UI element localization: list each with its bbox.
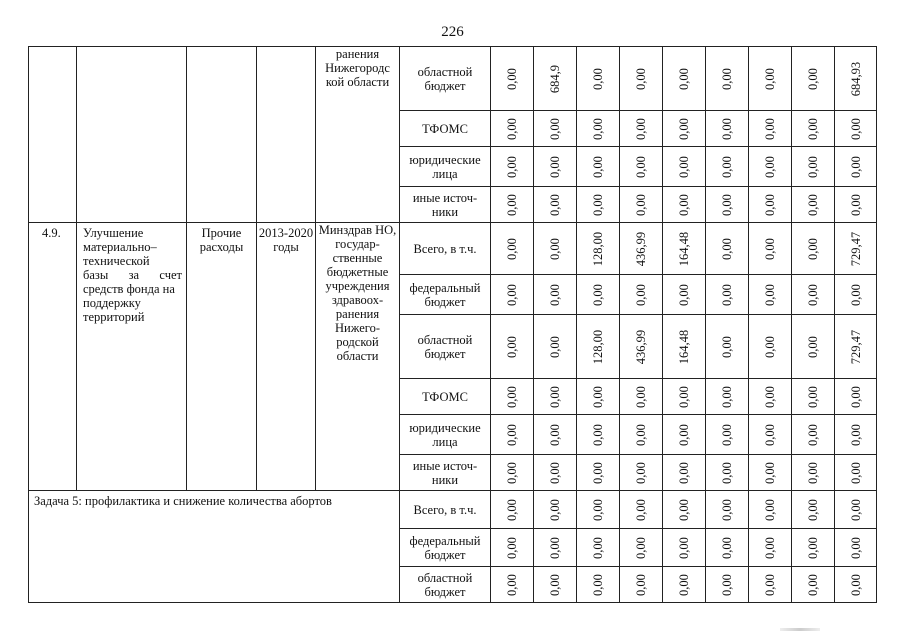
value-text: 0,00: [806, 155, 820, 178]
value-cell: [620, 187, 663, 223]
value-text: 0,00: [848, 423, 863, 446]
value-cell: [663, 147, 706, 187]
value-cell: [706, 147, 749, 187]
value-cell: [792, 567, 835, 603]
value-cell: [491, 567, 534, 603]
value-cell: [835, 187, 877, 223]
value-text: 0,00: [505, 117, 519, 140]
value-text: 0,00: [763, 283, 777, 306]
value-cell: [534, 223, 577, 275]
value-text: 0,00: [848, 573, 863, 596]
value-text: 684,9: [548, 64, 562, 93]
funding-source-cell: Всего, в т.ч.: [400, 223, 491, 275]
value-cell: [491, 379, 534, 415]
value-cell: [663, 315, 706, 379]
value-text: 0,00: [591, 498, 605, 521]
funding-source-cell: Всего, в т.ч.: [400, 491, 491, 529]
value-cell: [749, 187, 792, 223]
funding-source-cell: иные источ-ники: [400, 455, 491, 491]
value-cell: [749, 455, 792, 491]
value-cell: [792, 455, 835, 491]
value-text: 0,00: [505, 67, 519, 90]
value-text: 0,00: [720, 461, 734, 484]
value-text: 0,00: [806, 117, 820, 140]
funding-source-cell: юридические лица: [400, 415, 491, 455]
value-text: 0,00: [591, 573, 605, 596]
value-cell: [706, 315, 749, 379]
value-cell: [792, 529, 835, 567]
value-cell: [749, 275, 792, 315]
value-text: 0,00: [505, 283, 519, 306]
value-cell: [491, 315, 534, 379]
item-name-line: территорий: [83, 310, 145, 324]
value-cell: [749, 111, 792, 147]
value-cell: [706, 491, 749, 529]
value-text: 0,00: [634, 193, 648, 216]
value-text: 0,00: [591, 117, 605, 140]
value-text: 0,00: [677, 573, 691, 596]
value-text: 0,00: [848, 193, 863, 216]
value-cell: [577, 111, 620, 147]
name-cell: [77, 47, 187, 223]
table-row: [29, 491, 877, 529]
value-cell: [577, 491, 620, 529]
value-text: 0,00: [720, 237, 734, 260]
value-text: 729,47: [848, 231, 863, 266]
value-cell: [534, 529, 577, 567]
value-cell: [835, 415, 877, 455]
value-text: 0,00: [806, 237, 820, 260]
value-text: 0,00: [505, 193, 519, 216]
value-cell: [663, 491, 706, 529]
value-text: 0,00: [848, 155, 863, 178]
value-cell: [577, 455, 620, 491]
value-text: 0,00: [677, 117, 691, 140]
value-text: 436,99: [634, 231, 648, 266]
value-cell: [792, 147, 835, 187]
table-row: [29, 223, 877, 275]
value-text: 0,00: [548, 385, 562, 408]
item-name-line: поддержку: [83, 296, 141, 310]
value-text: 0,00: [591, 155, 605, 178]
value-cell: [792, 223, 835, 275]
value-text: 0,00: [634, 385, 648, 408]
value-text: 0,00: [806, 461, 820, 484]
value-text: 0,00: [720, 385, 734, 408]
value-text: 0,00: [548, 573, 562, 596]
funding-source-cell: ТФОМС: [400, 379, 491, 415]
value-text: 436,99: [634, 329, 648, 364]
value-text: 0,00: [720, 155, 734, 178]
value-text: 0,00: [720, 335, 734, 358]
value-cell: [620, 455, 663, 491]
years-cell: [257, 47, 316, 223]
value-text: 0,00: [848, 461, 863, 484]
value-text: 0,00: [591, 385, 605, 408]
value-text: 0,00: [677, 193, 691, 216]
value-cell: [706, 275, 749, 315]
funding-source-cell: юридические лица: [400, 147, 491, 187]
value-cell: [577, 415, 620, 455]
value-cell: [663, 223, 706, 275]
value-cell: [577, 187, 620, 223]
value-cell: [749, 491, 792, 529]
value-text: 0,00: [505, 536, 519, 559]
value-cell: [706, 223, 749, 275]
item-name-line: базы за счет: [83, 268, 182, 282]
value-cell: [620, 275, 663, 315]
budget-table: [28, 46, 877, 603]
value-cell: [663, 529, 706, 567]
value-cell: [663, 47, 706, 111]
value-cell: [835, 275, 877, 315]
item-number: 4.9.: [29, 223, 77, 491]
value-text: 0,00: [634, 573, 648, 596]
value-text: 0,00: [677, 155, 691, 178]
type-cell: [187, 47, 257, 223]
value-cell: [620, 111, 663, 147]
value-text: 0,00: [806, 385, 820, 408]
value-cell: [792, 275, 835, 315]
value-text: 0,00: [806, 67, 820, 90]
value-text: 0,00: [677, 67, 691, 90]
value-text: 0,00: [806, 335, 820, 358]
expense-type: Прочие расходы: [187, 223, 257, 491]
value-cell: [534, 567, 577, 603]
value-text: 0,00: [806, 193, 820, 216]
value-text: 729,47: [848, 329, 863, 364]
value-text: 0,00: [591, 283, 605, 306]
value-text: 0,00: [848, 283, 863, 306]
item-name-line: материально–: [83, 240, 157, 254]
value-cell: [706, 379, 749, 415]
item-name-line: Улучшение: [83, 226, 144, 240]
value-text: 0,00: [806, 498, 820, 521]
value-cell: [706, 567, 749, 603]
value-cell: [706, 415, 749, 455]
value-cell: [577, 315, 620, 379]
value-text: 0,00: [634, 67, 648, 90]
value-text: 0,00: [806, 283, 820, 306]
value-cell: [749, 415, 792, 455]
value-cell: [706, 47, 749, 111]
value-cell: [749, 567, 792, 603]
value-text: 0,00: [763, 423, 777, 446]
value-cell: [749, 529, 792, 567]
value-text: 0,00: [720, 536, 734, 559]
value-text: 0,00: [634, 461, 648, 484]
value-cell: [792, 47, 835, 111]
value-text: 0,00: [634, 498, 648, 521]
value-cell: [577, 223, 620, 275]
value-cell: [620, 491, 663, 529]
task-title: Задача 5: профилактика и снижение количества абортов: [29, 491, 400, 603]
value-text: 0,00: [848, 117, 863, 140]
value-cell: [749, 47, 792, 111]
value-text: 0,00: [720, 193, 734, 216]
value-text: 0,00: [505, 573, 519, 596]
value-text: 164,48: [677, 231, 691, 266]
value-cell: [491, 187, 534, 223]
value-cell: [534, 455, 577, 491]
value-cell: [620, 147, 663, 187]
funding-source-cell: областной бюджет: [400, 47, 491, 111]
value-cell: [663, 567, 706, 603]
funding-source-cell: федеральный бюджет: [400, 529, 491, 567]
value-cell: [835, 491, 877, 529]
value-cell: [835, 379, 877, 415]
value-text: 0,00: [505, 155, 519, 178]
funding-source-cell: ТФОМС: [400, 111, 491, 147]
value-text: 0,00: [720, 498, 734, 521]
value-text: 0,00: [720, 67, 734, 90]
value-cell: [620, 415, 663, 455]
value-cell: [577, 379, 620, 415]
value-text: 0,00: [548, 283, 562, 306]
value-text: 0,00: [591, 193, 605, 216]
value-text: 0,00: [548, 423, 562, 446]
value-text: 0,00: [591, 536, 605, 559]
period-years: 2013-2020 годы: [257, 223, 316, 491]
value-text: 0,00: [848, 498, 863, 521]
value-text: 0,00: [677, 498, 691, 521]
table-row: [29, 47, 877, 111]
number-cell: [29, 47, 77, 223]
value-cell: [792, 491, 835, 529]
value-cell: [577, 275, 620, 315]
value-cell: [749, 379, 792, 415]
value-text: 0,00: [591, 67, 605, 90]
value-text: 0,00: [505, 237, 519, 260]
value-text: 0,00: [806, 536, 820, 559]
value-cell: [534, 315, 577, 379]
value-text: 0,00: [548, 498, 562, 521]
value-text: 0,00: [763, 385, 777, 408]
value-cell: [491, 415, 534, 455]
value-text: 0,00: [634, 536, 648, 559]
value-text: 0,00: [848, 536, 863, 559]
value-cell: [491, 455, 534, 491]
value-text: 0,00: [548, 335, 562, 358]
value-text: 684,93: [848, 61, 863, 96]
value-text: 0,00: [548, 536, 562, 559]
value-cell: [620, 529, 663, 567]
value-cell: [792, 415, 835, 455]
value-cell: [663, 379, 706, 415]
value-cell: [491, 147, 534, 187]
value-cell: [835, 567, 877, 603]
value-text: 0,00: [591, 423, 605, 446]
value-cell: [577, 529, 620, 567]
value-cell: [663, 455, 706, 491]
value-text: 0,00: [763, 155, 777, 178]
value-text: 0,00: [720, 423, 734, 446]
value-text: 0,00: [848, 385, 863, 408]
funding-source-cell: областной бюджет: [400, 315, 491, 379]
executor-cell: ранения Нижегородс кой области: [316, 47, 400, 223]
value-text: 0,00: [763, 117, 777, 140]
item-name: [77, 223, 187, 491]
value-text: 0,00: [505, 423, 519, 446]
value-cell: [663, 111, 706, 147]
value-cell: [749, 315, 792, 379]
value-cell: [792, 315, 835, 379]
value-text: 0,00: [634, 117, 648, 140]
value-text: 0,00: [720, 283, 734, 306]
value-text: 0,00: [634, 423, 648, 446]
value-cell: [534, 147, 577, 187]
value-cell: [706, 187, 749, 223]
value-text: 0,00: [634, 155, 648, 178]
value-text: 0,00: [677, 461, 691, 484]
value-text: 0,00: [505, 335, 519, 358]
value-cell: [835, 111, 877, 147]
value-cell: [491, 275, 534, 315]
value-cell: [534, 491, 577, 529]
value-cell: [577, 47, 620, 111]
value-cell: [706, 111, 749, 147]
value-text: 0,00: [548, 237, 562, 260]
value-cell: [835, 455, 877, 491]
value-cell: [577, 147, 620, 187]
value-cell: [835, 223, 877, 275]
value-cell: [792, 379, 835, 415]
value-text: 0,00: [763, 573, 777, 596]
value-text: 0,00: [763, 335, 777, 358]
value-text: 0,00: [806, 423, 820, 446]
value-text: 0,00: [548, 193, 562, 216]
value-text: 0,00: [677, 423, 691, 446]
value-cell: [491, 529, 534, 567]
value-cell: [835, 147, 877, 187]
funding-source-cell: федеральный бюджет: [400, 275, 491, 315]
value-text: 0,00: [548, 461, 562, 484]
value-text: 0,00: [763, 536, 777, 559]
scan-artifact: [780, 628, 820, 631]
value-cell: [491, 111, 534, 147]
value-cell: [706, 529, 749, 567]
value-cell: [663, 187, 706, 223]
value-text: 0,00: [548, 117, 562, 140]
value-cell: [534, 187, 577, 223]
value-text: 0,00: [505, 461, 519, 484]
value-cell: [792, 187, 835, 223]
value-text: 0,00: [677, 385, 691, 408]
value-text: 0,00: [634, 283, 648, 306]
value-text: 0,00: [763, 193, 777, 216]
value-cell: [620, 223, 663, 275]
value-cell: [491, 47, 534, 111]
value-cell: [835, 47, 877, 111]
value-cell: [534, 111, 577, 147]
value-cell: [749, 223, 792, 275]
value-text: 0,00: [720, 117, 734, 140]
value-text: 0,00: [806, 573, 820, 596]
value-text: 0,00: [591, 461, 605, 484]
item-name-line: средств фонда на: [83, 282, 175, 296]
value-text: 0,00: [505, 385, 519, 408]
value-text: 0,00: [548, 155, 562, 178]
value-cell: [620, 567, 663, 603]
value-cell: [706, 455, 749, 491]
item-name-line: технической: [83, 254, 150, 268]
value-text: 0,00: [720, 573, 734, 596]
value-cell: [749, 147, 792, 187]
funding-source-cell: областной бюджет: [400, 567, 491, 603]
value-cell: [835, 529, 877, 567]
value-text: 128,00: [591, 329, 605, 364]
value-text: 0,00: [677, 536, 691, 559]
value-cell: [491, 223, 534, 275]
page-number: 226: [441, 24, 464, 40]
value-cell: [534, 275, 577, 315]
value-cell: [663, 415, 706, 455]
value-text: 0,00: [763, 498, 777, 521]
value-cell: [792, 111, 835, 147]
value-cell: [835, 315, 877, 379]
value-cell: [577, 567, 620, 603]
value-cell: [534, 379, 577, 415]
funding-source-cell: иные источ-ники: [400, 187, 491, 223]
value-cell: [620, 379, 663, 415]
value-cell: [491, 491, 534, 529]
value-cell: [663, 275, 706, 315]
value-cell: [534, 415, 577, 455]
value-cell: [620, 315, 663, 379]
value-text: 0,00: [505, 498, 519, 521]
executor-cell: Минздрав НО, государ-ственные бюджетные учреждения здравоох-ранения Нижего-родской области: [316, 223, 400, 491]
value-text: 128,00: [591, 231, 605, 266]
value-text: 0,00: [763, 237, 777, 260]
value-text: 164,48: [677, 329, 691, 364]
value-text: 0,00: [677, 283, 691, 306]
value-text: 0,00: [763, 67, 777, 90]
value-cell: [620, 47, 663, 111]
value-cell: [534, 47, 577, 111]
value-text: 0,00: [763, 461, 777, 484]
